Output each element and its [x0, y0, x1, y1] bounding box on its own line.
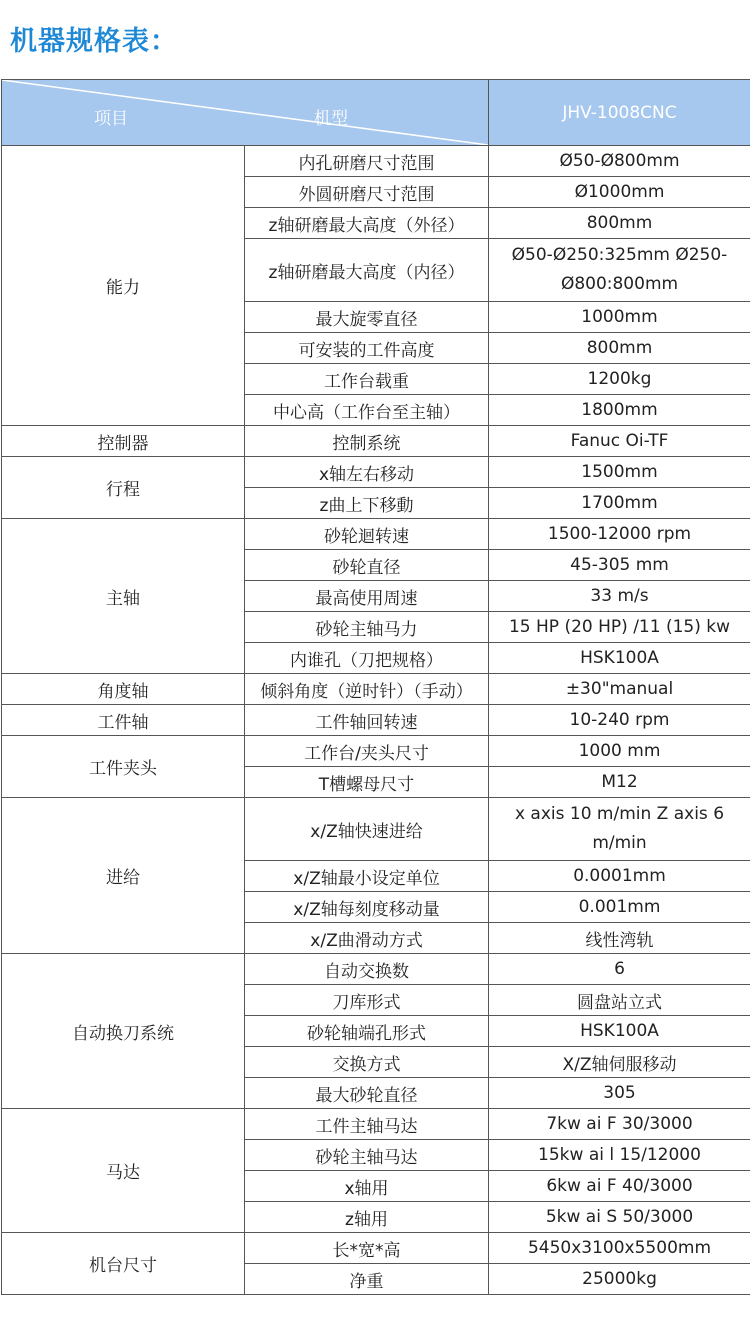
spec-label: x/Z轴快速进给 [245, 798, 489, 861]
spec-value: 15kw ai l 15/12000 [489, 1140, 750, 1171]
spec-value: 33 m/s [489, 581, 750, 612]
spec-row [2, 674, 750, 705]
header-model-label: 机型 [314, 109, 348, 129]
spec-label: 可安装的工件高度 [245, 333, 489, 364]
spec-value: Ø50-Ø800mm [489, 146, 750, 177]
spec-value: 10-240 rpm [489, 705, 750, 736]
spec-value: X/Z轴伺服移动 [489, 1047, 750, 1078]
group-label: 主轴 [2, 519, 245, 674]
spec-value: 800mm [489, 208, 750, 239]
spec-row [2, 954, 750, 985]
group-label: 进给 [2, 798, 245, 954]
spec-label: 砂轮迴转速 [245, 519, 489, 550]
group-label: 工件夹头 [2, 736, 245, 798]
spec-row [2, 798, 750, 861]
header-item-label: 项目 [94, 109, 128, 129]
spec-value: 1000 mm [489, 736, 750, 767]
header-row [2, 80, 750, 146]
spec-value: 1500-12000 rpm [489, 519, 750, 550]
spec-label: 刀库形式 [245, 985, 489, 1016]
spec-value: 305 [489, 1078, 750, 1109]
spec-label: 工作台载重 [245, 364, 489, 395]
group-label: 能力 [2, 146, 245, 426]
spec-value: 15 HP (20 HP) /11 (15) kw [489, 612, 750, 643]
group-label: 自动换刀系统 [2, 954, 245, 1109]
spec-value: 1000mm [489, 302, 750, 333]
spec-label: x轴用 [245, 1171, 489, 1202]
spec-label: 内谁孔（刀把规格） [245, 643, 489, 674]
spec-value: Ø50-Ø250:325mm Ø250-Ø800:800mm [489, 239, 750, 302]
spec-row [2, 457, 750, 488]
spec-label: 长*宽*高 [245, 1233, 489, 1264]
spec-row [2, 1233, 750, 1264]
spec-value: 5kw ai S 50/3000 [489, 1202, 750, 1233]
spec-value: 1700mm [489, 488, 750, 519]
spec-value: 800mm [489, 333, 750, 364]
spec-label: 工作台/夹头尺寸 [245, 736, 489, 767]
spec-label: 中心高（工作台至主轴） [245, 395, 489, 426]
spec-row [2, 519, 750, 550]
spec-value: 1200kg [489, 364, 750, 395]
spec-label: 最大砂轮直径 [245, 1078, 489, 1109]
spec-label: x/Z轴每刻度移动量 [245, 892, 489, 923]
spec-label: 工件主轴马达 [245, 1109, 489, 1140]
spec-value: 0.001mm [489, 892, 750, 923]
header-item-model-cell [2, 80, 489, 146]
spec-value: 1800mm [489, 395, 750, 426]
spec-value: 6 [489, 954, 750, 985]
spec-row [2, 426, 750, 457]
spec-label: 砂轮主轴马力 [245, 612, 489, 643]
spec-row [2, 146, 750, 177]
spec-value: 0.0001mm [489, 861, 750, 892]
spec-value: 5450x3100x5500mm [489, 1233, 750, 1264]
spec-label: 砂轮直径 [245, 550, 489, 581]
spec-row [2, 1109, 750, 1140]
spec-label: 控制系统 [245, 426, 489, 457]
spec-label: z轴研磨最大高度（外径） [245, 208, 489, 239]
spec-label: 净重 [245, 1264, 489, 1295]
spec-value: 25000kg [489, 1264, 750, 1295]
spec-value: 45-305 mm [489, 550, 750, 581]
spec-label: 倾斜角度（逆时针）（手动） [245, 674, 489, 705]
group-label: 控制器 [2, 426, 245, 457]
spec-label: x/Z曲滑动方式 [245, 923, 489, 954]
spec-label: 工件轴回转速 [245, 705, 489, 736]
group-label: 角度轴 [2, 674, 245, 705]
spec-label: 砂轮轴端孔形式 [245, 1016, 489, 1047]
spec-value: Ø1000mm [489, 177, 750, 208]
spec-row [2, 736, 750, 767]
spec-label: 内孔研磨尺寸范围 [245, 146, 489, 177]
spec-value: 线性湾轨 [489, 923, 750, 954]
spec-value: 7kw ai F 30/3000 [489, 1109, 750, 1140]
spec-value: Fanuc Oi-TF [489, 426, 750, 457]
header-machine-label: JHV-1008CNC [489, 80, 750, 146]
spec-label: 外圆研磨尺寸范围 [245, 177, 489, 208]
spec-table [1, 79, 750, 1295]
spec-label: x轴左右移动 [245, 457, 489, 488]
spec-value: M12 [489, 767, 750, 798]
spec-label: T槽螺母尺寸 [245, 767, 489, 798]
spec-value: HSK100A [489, 1016, 750, 1047]
spec-row [2, 705, 750, 736]
spec-label: x/Z轴最小设定单位 [245, 861, 489, 892]
spec-body [2, 146, 750, 1295]
spec-value: HSK100A [489, 643, 750, 674]
diagonal-divider [2, 80, 488, 145]
group-label: 工件轴 [2, 705, 245, 736]
spec-label: 自动交换数 [245, 954, 489, 985]
spec-label: z轴用 [245, 1202, 489, 1233]
spec-value: 1500mm [489, 457, 750, 488]
spec-value: 圆盘站立式 [489, 985, 750, 1016]
group-label: 行程 [2, 457, 245, 519]
group-label: 马达 [2, 1109, 245, 1233]
spec-value: x axis 10 m/min Z axis 6 m/min [489, 798, 750, 861]
spec-value: 6kw ai F 40/3000 [489, 1171, 750, 1202]
page-title: 机器规格表： [10, 26, 178, 57]
spec-label: z曲上下移動 [245, 488, 489, 519]
spec-label: 砂轮主轴马达 [245, 1140, 489, 1171]
spec-label: 最高使用周速 [245, 581, 489, 612]
spec-label: 交换方式 [245, 1047, 489, 1078]
spec-label: 最大旋零直径 [245, 302, 489, 333]
spec-value: ±30"manual [489, 674, 750, 705]
spec-label: z轴研磨最大高度（内径） [245, 239, 489, 302]
group-label: 机台尺寸 [2, 1233, 245, 1295]
